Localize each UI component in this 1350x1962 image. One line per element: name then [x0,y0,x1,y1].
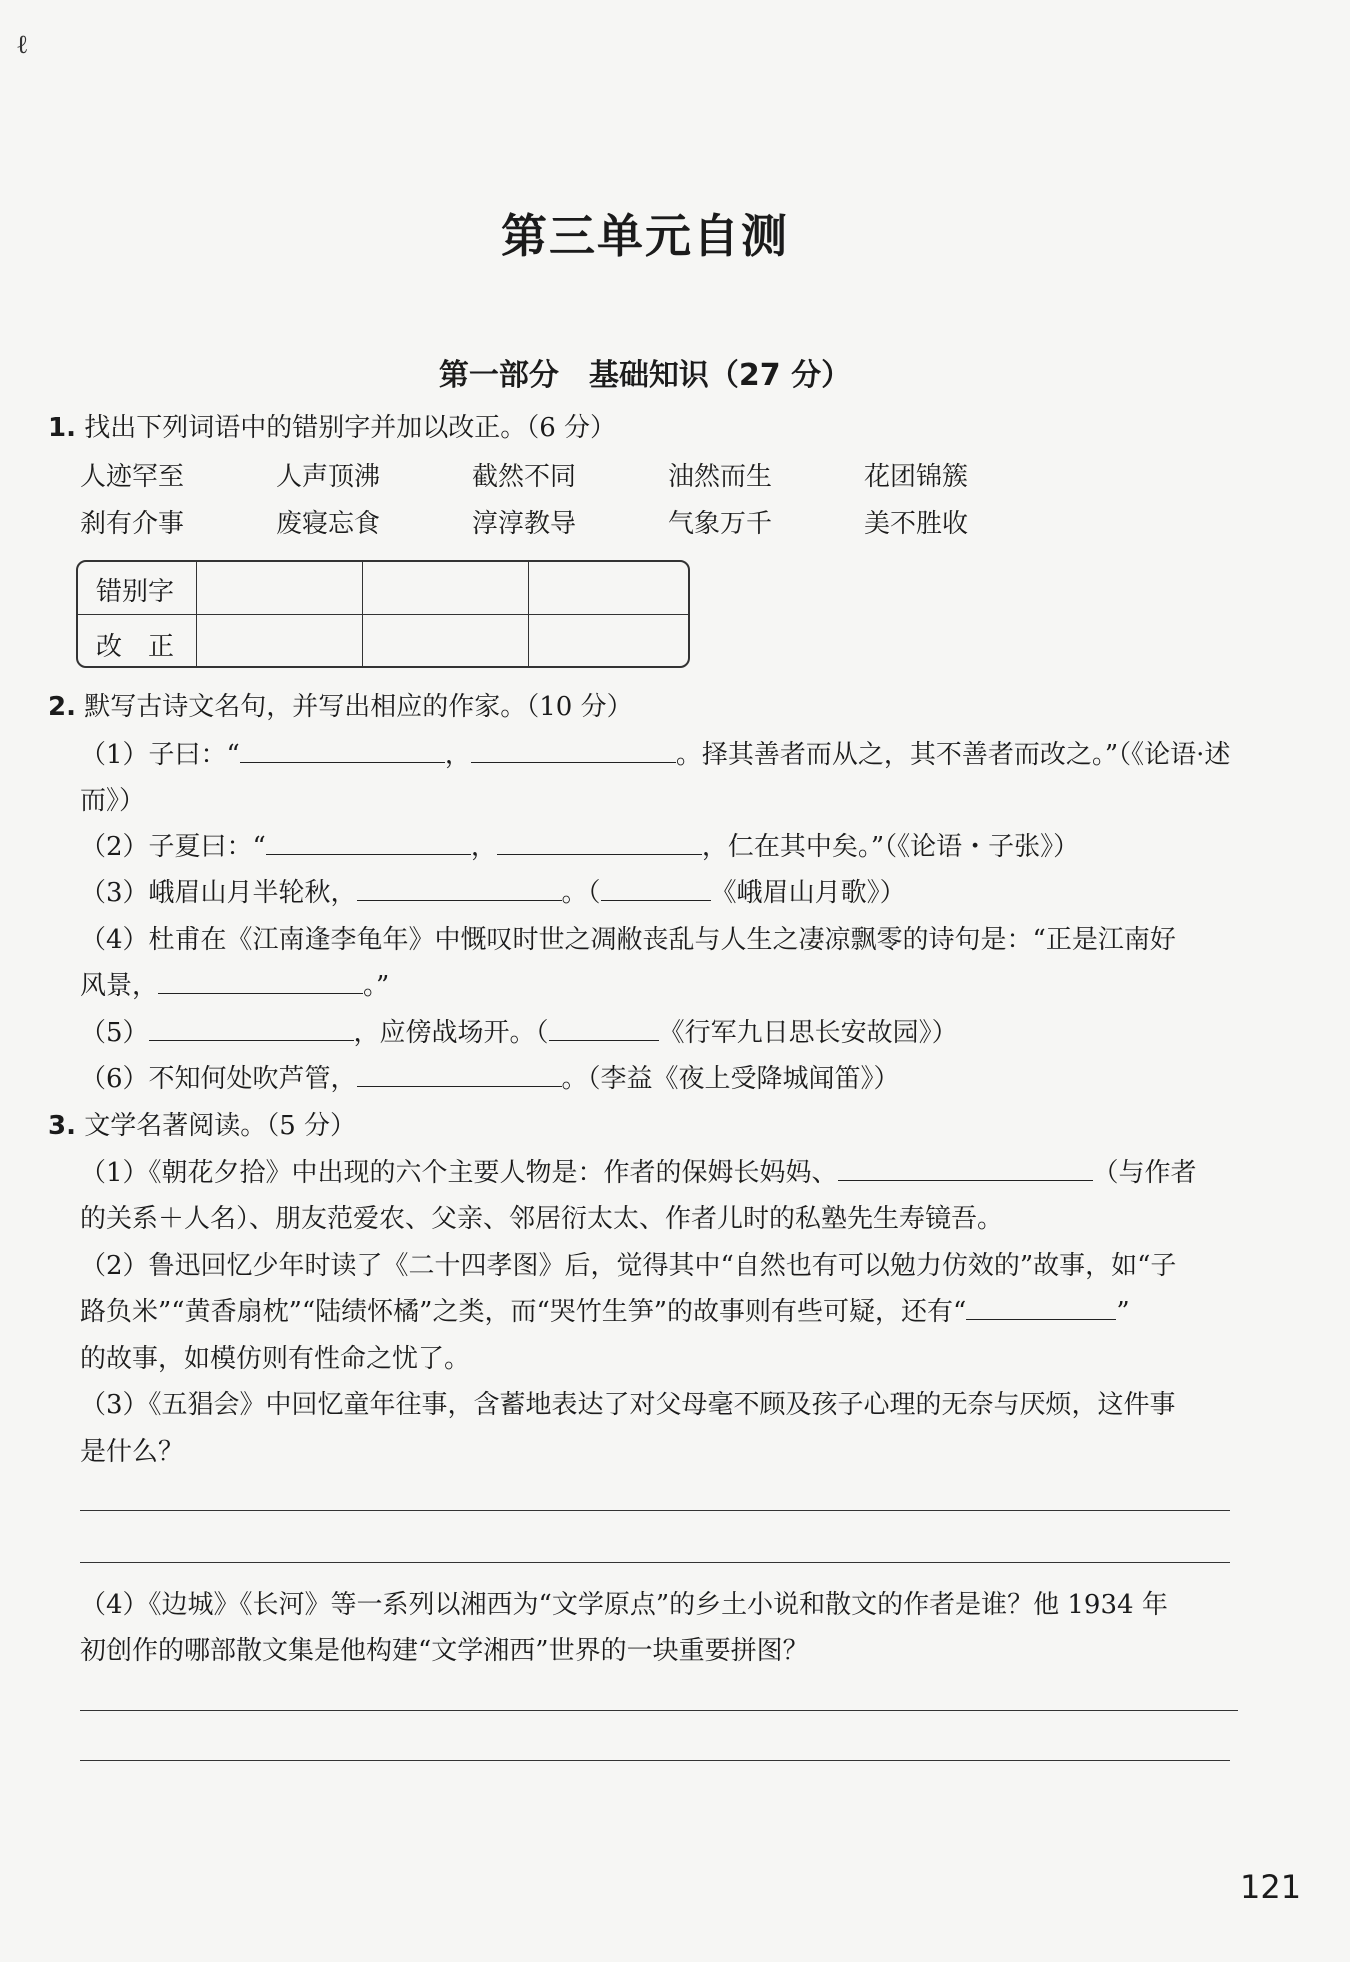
word-item: 美不胜收 [864,509,969,539]
answer-line[interactable] [80,1710,1238,1711]
q3-item-1 [80,1156,1240,1190]
item-text: 。” [363,971,390,1001]
table-divider [528,562,529,666]
word-item: 人声顶沸 [276,462,381,492]
q2-item-1-cont: 而》） [80,786,146,816]
table-row-label-correct: 改 正 [96,632,175,662]
q3-item-4: （4）《边城》《长河》等一系列以湘西为“文学原点”的乡土小说和散文的作者是谁？他 1934 年 [80,1590,1168,1620]
q3-item-3-cont: 是什么？ [80,1437,185,1467]
q3-item-3: （3）《五猖会》中回忆童年往事，含蓄地表达了对父母毫不顾及孩子心理的无奈与厌烦，这件事 [80,1390,1176,1420]
answer-line[interactable] [80,1562,1230,1563]
item-text: （1）《朝花夕拾》中出现的六个主要人物是：作者的保姆长妈妈、 [80,1158,838,1188]
answer-blank[interactable] [497,832,702,855]
question-number: 2. [48,692,76,722]
page-title: 第三单元自测 [501,209,789,263]
item-text: 。择其善者而从之，其不善者而改之。”（《论语·述 [675,740,1231,770]
answer-blank[interactable] [149,1018,354,1041]
correction-table [76,560,690,668]
q2-item-5 [80,1016,1240,1050]
item-text: （2）子夏曰：“ [80,832,266,862]
item-text: （6）不知何处吹芦管， [80,1064,357,1094]
item-text: ，应傍战场开。（ [353,1018,549,1048]
answer-blank[interactable] [266,832,471,855]
q2-item-2 [80,830,1240,864]
q2-item-4: （4）杜甫在《江南逢李龟年》中慨叹时世之凋敝丧乱与人生之凄凉飘零的诗句是：“正是江南好 [80,925,1176,955]
author-blank[interactable] [549,1018,659,1041]
word-item: 花团锦簇 [864,462,969,492]
item-text: ，仁在其中矣。”（《论语・子张》） [701,832,1080,862]
answer-blank[interactable] [838,1158,1093,1181]
q2-item-6 [80,1062,1240,1096]
answer-blank[interactable] [240,740,445,763]
item-text: 风景， [80,971,159,1001]
word-item: 废寝忘食 [276,509,381,539]
page-number: 121 [1240,1868,1302,1906]
table-row-label-wrong: 错别字 [96,577,175,607]
item-text: ” [1116,1297,1130,1327]
question-3 [48,1109,1208,1143]
item-text: （与作者 [1092,1158,1197,1188]
item-text: 《峨眉山月歌》） [710,878,906,908]
answer-line[interactable] [80,1760,1230,1761]
answer-blank[interactable] [357,878,562,901]
question-text: 默写古诗文名句，并写出相应的作家。（10 分） [84,692,633,722]
item-text: ， [470,832,497,862]
answer-blank[interactable] [158,971,363,994]
section-title: 第一部分 基础知识（27 分） [438,358,852,393]
q2-item-1 [80,738,1240,772]
q3-item-2-cont2: 的故事，如模仿则有性命之忧了。 [80,1344,471,1374]
answer-blank[interactable] [357,1064,562,1087]
question-1 [48,411,1208,445]
word-item: 气象万千 [668,509,773,539]
margin-mark: ℓ [16,30,29,60]
table-divider [196,562,197,666]
item-text: 。（ [561,878,601,908]
question-text: 文学名著阅读。（5 分） [84,1111,357,1141]
item-text: （5） [80,1018,149,1048]
item-text: ， [444,740,471,770]
q3-item-4-cont: 初创作的哪部散文集是他构建“文学湘西”世界的一块重要拼图？ [80,1636,809,1666]
answer-line[interactable] [80,1510,1230,1511]
q2-item-4-cont [80,969,1240,1003]
answer-blank[interactable] [966,1297,1116,1320]
table-divider [362,562,363,666]
word-item: 刹有介事 [80,509,185,539]
q3-item-2-cont [80,1295,1240,1329]
q2-item-3 [80,876,1240,910]
author-blank[interactable] [601,878,711,901]
word-item: 油然而生 [668,462,773,492]
item-text: （1）子曰：“ [80,740,240,770]
q3-item-1-cont: 的关系＋人名）、朋友范爱农、父亲、邻居衍太太、作者儿时的私塾先生寿镜吾。 [80,1204,1004,1234]
word-item: 淳淳教导 [472,509,577,539]
item-text: （3）峨眉山月半轮秋， [80,878,357,908]
question-text: 找出下列词语中的错别字并加以改正。（6 分） [84,413,617,443]
question-number: 1. [48,413,76,443]
question-number: 3. [48,1111,76,1141]
table-divider [78,614,688,615]
answer-blank[interactable] [471,740,676,763]
word-item: 人迹罕至 [80,462,185,492]
item-text: 《行军九日思长安故园》） [658,1018,958,1048]
item-text: 路负米”“黄香扇枕”“陆绩怀橘”之类，而“哭竹生笋”的故事则有些可疑，还有“ [80,1297,967,1327]
question-2 [48,690,1208,724]
word-item: 截然不同 [472,462,577,492]
item-text: 。（李益《夜上受降城闻笛》） [561,1064,900,1094]
q3-item-2: （2）鲁迅回忆少年时读了《二十四孝图》后，觉得其中“自然也有可以勉力仿效的”故事，如“子 [80,1251,1177,1281]
